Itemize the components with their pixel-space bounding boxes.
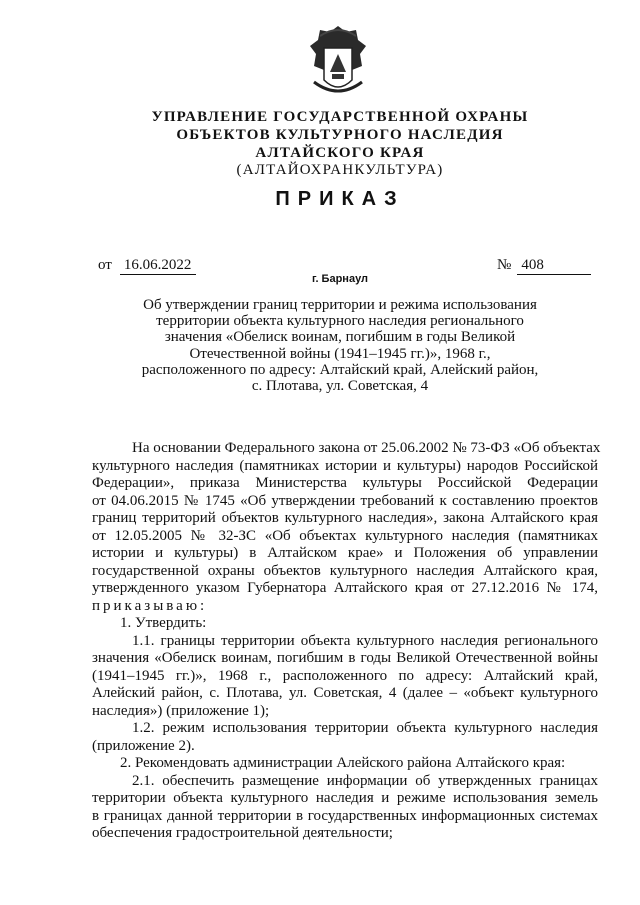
org-name-line-1: УПРАВЛЕНИЕ ГОСУДАРСТВЕННОЙ ОХРАНЫ <box>151 109 529 125</box>
body-line: культурного наследия (памятниках истории и культуры) народов Российской <box>92 457 598 474</box>
number-label: № <box>497 257 512 273</box>
body-line: территории объекта культурного наследия и режиме использования земель <box>92 790 598 806</box>
org-short-name: (АЛТАЙОХРАНКУЛЬТУРА) <box>236 162 444 178</box>
body-line: На основании Федерального закона от 25.06.2002 № 73-ФЗ «Об объектах <box>132 440 601 456</box>
subject-line: расположенного по адресу: Алтайский край, Алейский район, <box>141 361 539 378</box>
body-line: от 04.06.2015 № 1745 «Об утверждении требований к составлению проектов <box>92 492 598 509</box>
body-line: 2. Рекомендовать администрации Алейского района Алтайского края: <box>120 755 566 771</box>
body-line: 2.1. обеспечить размещение информации об утвержденных границах <box>132 772 598 789</box>
body-line: государственной охраны объектов культурного наследия Алтайского края, <box>92 562 598 579</box>
subject-line: Отечественной войны (1941–1945 гг.)», 1968 г., <box>189 345 491 362</box>
body-line: границ территорий объектов культурного наследия», закона Алтайского края <box>92 510 598 526</box>
body-line: наследия») (приложение 1); <box>92 702 270 719</box>
body-line: Алейский район, с. Плотава, ул. Советская, 4 (далее – «объект культурного <box>92 685 598 701</box>
body-line: приказываю: <box>92 597 208 614</box>
body-line: значения «Обелиск воинам, погибшим в годы Великой Отечественной войны <box>92 650 598 666</box>
body-line: Федерации», приказа Министерства культуры Российской Федерации <box>92 475 598 491</box>
body-line: утвержденного указом Губернатора Алтайского края от 27.12.2016 № 174, <box>92 580 598 596</box>
body-line: (приложение 2). <box>92 737 195 754</box>
order-subject <box>130 297 550 394</box>
order-body <box>92 440 601 843</box>
document-type-title: ПРИКАЗ <box>275 188 405 210</box>
org-name-line-2: ОБЪЕКТОВ КУЛЬТУРНОГО НАСЛЕДИЯ <box>176 127 504 143</box>
org-name-line-3: АЛТАЙСКОГО КРАЯ <box>255 145 425 161</box>
city-label: г. Барнаул <box>311 273 369 285</box>
body-line: (1941–1945 гг.)», 1968 г., расположенного по адресу: Алтайский край, <box>92 667 598 684</box>
subject-line: Об утверждении границ территории и режима использования <box>143 297 537 313</box>
date-value: 16.06.2022 <box>120 257 196 275</box>
subject-line: территории объекта культурного наследия регионального <box>156 313 524 330</box>
body-line: обеспечения градостроительной деятельности; <box>92 825 393 841</box>
body-line: в границах данной территории в государственных информационных системах <box>92 807 598 824</box>
subject-line: с. Плотава, ул. Советская, 4 <box>251 378 429 395</box>
body-line: от 12.05.2005 № 32-ЗС «Об объектах культурного наследия (памятниках <box>92 527 598 544</box>
altai-krai-coat-of-arms-icon <box>302 22 374 104</box>
date-label: от <box>98 257 112 273</box>
number-value: 408 <box>517 257 591 275</box>
subject-line: значения «Обелиск воинам, погибшим в годы Великой <box>164 329 516 346</box>
body-line: 1.1. границы территории объекта культурного наследия регионального <box>132 632 598 649</box>
body-line: 1.2. режим использования территории объекта культурного наследия <box>132 720 598 736</box>
body-line: 1. Утвердить: <box>120 615 207 631</box>
body-line: истории и культуры) в Алтайском крае» и Положения об управлении <box>92 545 598 561</box>
